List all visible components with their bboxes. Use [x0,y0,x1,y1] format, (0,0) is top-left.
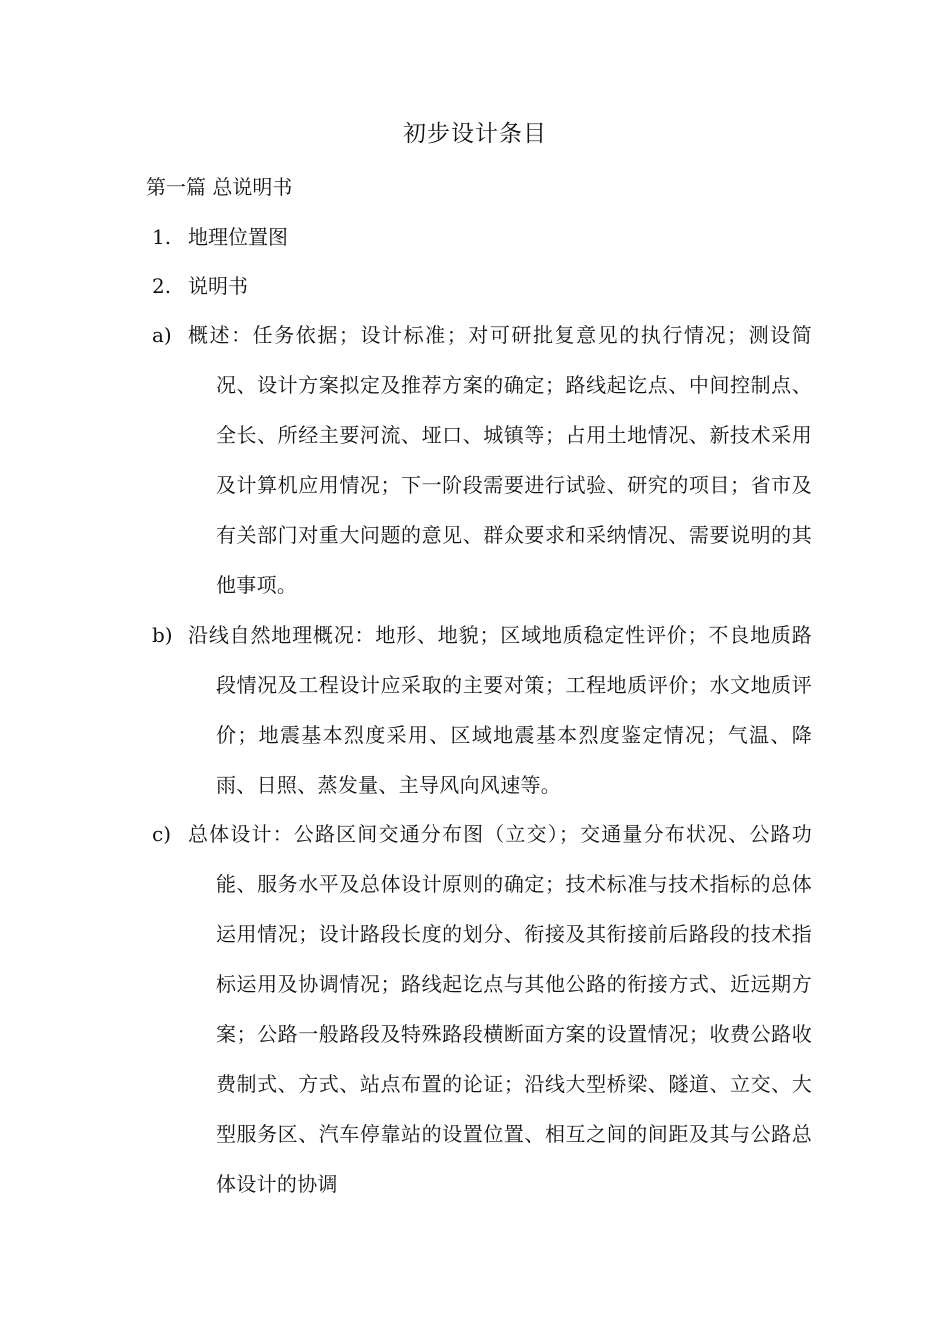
sub-item-text: 总体设计：公路区间交通分布图（立交）；交通量分布状况、公路功能、服务水平及总体设计原则的确定；技术标准与技术指标的总体运用情况；设计路段长度的划分、衔接及其衔接前后路段的技术指标运用及协调情况；路线起讫点与其他公路的衔接方式、近远期方案；公路一般路段及特殊路段横断面方案的设置情况；收费公路收费制式、方式、站点布置的论证；沿线大型桥梁、隧道、立交、大型服务区、汽车停靠站的设置位置、相互之间的间距及其与公路总体设计的协调 [188,822,812,1196]
numbered-item-2 [152,266,248,306]
item-label: 地理位置图 [188,225,288,249]
sub-item-b [152,610,812,810]
sub-item-text: 沿线自然地理概况：地形、地貌；区域地质稳定性评价；不良地质路段情况及工程设计应采取的主要对策；工程地质评价；水文地质评价；地震基本烈度采用、区域地震基本烈度鉴定情况；气温、降雨、日照、蒸发量、主导风向风速等。 [188,623,812,797]
sub-item-c [152,809,812,1209]
sub-item-a [152,310,812,610]
sub-item-marker: c) [152,822,172,846]
sub-item-text: 概述：任务依据；设计标准；对可研批复意见的执行情况；测设简况、设计方案拟定及推荐方案的确定；路线起讫点、中间控制点、全长、所经主要河流、垭口、城镇等；占用土地情况、新技术采用及计算机应用情况；下一阶段需要进行试验、研究的项目；省市及有关部门对重大问题的意见、群众要求和采纳情况、需要说明的其他事项。 [188,323,812,597]
item-label: 说明书 [188,274,248,298]
sub-item-marker: b) [152,623,173,647]
item-number: 1. [152,225,172,249]
document-title: 初步设计条目 [403,121,547,147]
section-heading: 第一篇 总说明书 [146,175,293,199]
numbered-item-1 [152,217,288,257]
item-number: 2. [152,274,172,298]
sub-item-marker: a) [152,323,172,347]
